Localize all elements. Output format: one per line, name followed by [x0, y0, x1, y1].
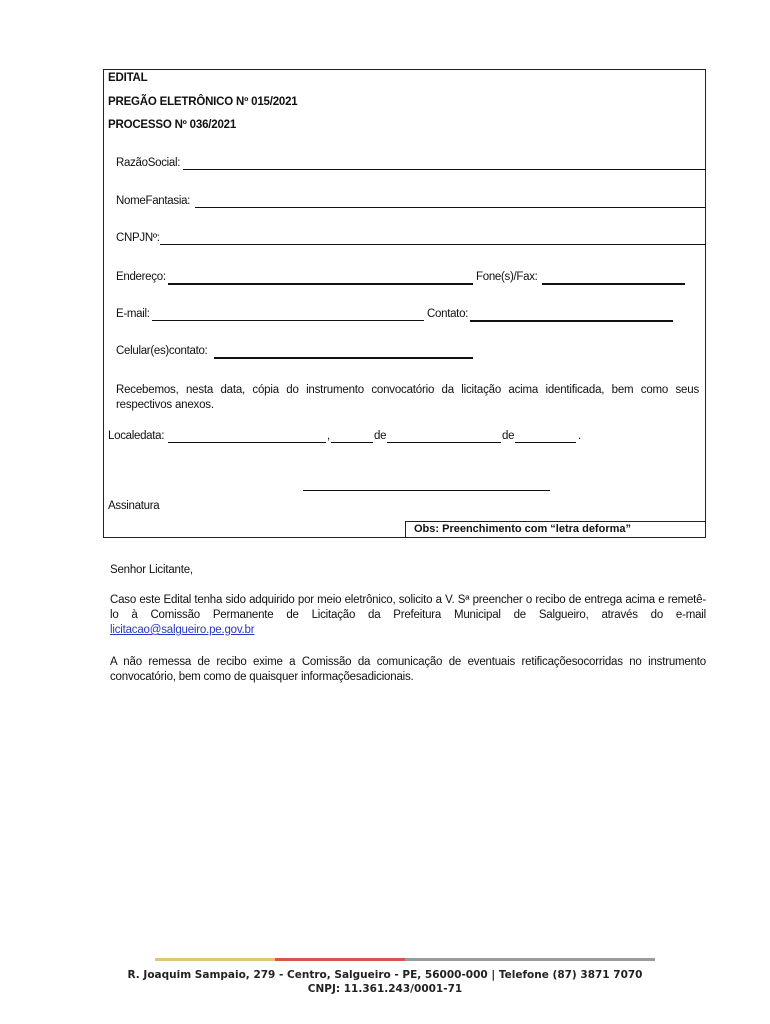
endereco-field[interactable]	[168, 283, 473, 285]
pregao-number: PREGÃO ELETRÔNICO Nº 015/2021	[108, 96, 298, 108]
razao-social-field[interactable]	[183, 169, 706, 170]
de-label-1: de	[374, 430, 387, 442]
footer-bar-red	[275, 958, 405, 961]
celular-label: Celular(es)contato:	[116, 345, 208, 357]
footer-color-bar	[155, 958, 655, 961]
month-field[interactable]	[387, 442, 501, 443]
nome-fantasia-field[interactable]	[195, 207, 706, 208]
cnpj-label: CNPJNº:	[116, 232, 160, 244]
cnpj-field[interactable]	[160, 244, 706, 245]
fone-field[interactable]	[542, 283, 685, 285]
notice-paragraph: A não remessa de recibo exime a Comissão da comunicação de eventuais retificaçõesocorridas no instrumento convocatório, bem como de quaisquer informaçõesadicionais.	[110, 656, 706, 683]
email-field[interactable]	[152, 320, 424, 321]
day-field[interactable]	[331, 442, 373, 443]
assinatura-label: Assinatura	[108, 500, 160, 512]
processo-number: PROCESSO Nº 036/2021	[108, 119, 237, 131]
contato-field[interactable]	[470, 320, 673, 322]
receipt-form-box	[103, 69, 706, 538]
local-field[interactable]	[168, 442, 326, 443]
nome-fantasia-label: NomeFantasia:	[116, 195, 191, 207]
instruction-paragraph	[110, 593, 706, 638]
period: .	[578, 430, 581, 442]
local-data-label: Localedata:	[108, 430, 165, 442]
celular-field[interactable]	[214, 357, 473, 359]
obs-note: Obs: Preenchimento com “letra deforma”	[405, 521, 706, 538]
receipt-statement: Recebemos, nesta data, cópia do instrumento convocatório da licitação acima identificada, bem como seus respectivos anexos.	[116, 384, 699, 411]
comma-separator: ,	[327, 430, 330, 442]
email-link[interactable]: licitacao@salgueiro.pe.gov.br	[110, 624, 255, 636]
signature-line[interactable]	[303, 490, 550, 491]
footer-bar-gold	[155, 958, 275, 961]
edital-title: EDITAL	[108, 72, 148, 84]
endereco-label: Endereço:	[116, 271, 166, 283]
fone-label: Fone(s)/Fax:	[476, 271, 538, 283]
razao-social-label: RazãoSocial:	[116, 157, 181, 169]
contato-label: Contato:	[427, 308, 469, 320]
instruction-text: Caso este Edital tenha sido adquirido por meio eletrônico, solicito a V. Sª preencher o recibo de entrega acima e remetê-lo à Comissão Permanente de Licitação da Prefeitura Municipal de Salgueiro, através do e-mail	[110, 594, 706, 621]
email-label: E-mail:	[116, 308, 150, 320]
greeting: Senhor Licitante,	[110, 564, 193, 576]
footer-bar-gray	[405, 958, 655, 961]
footer-cnpj: CNPJ: 11.361.243/0001-71	[307, 983, 463, 995]
footer-address: R. Joaquim Sampaio, 279 - Centro, Salgueiro - PE, 56000-000 | Telefone (87) 3871 7070	[127, 969, 643, 981]
year-field[interactable]	[515, 442, 576, 443]
de-label-2: de	[502, 430, 515, 442]
